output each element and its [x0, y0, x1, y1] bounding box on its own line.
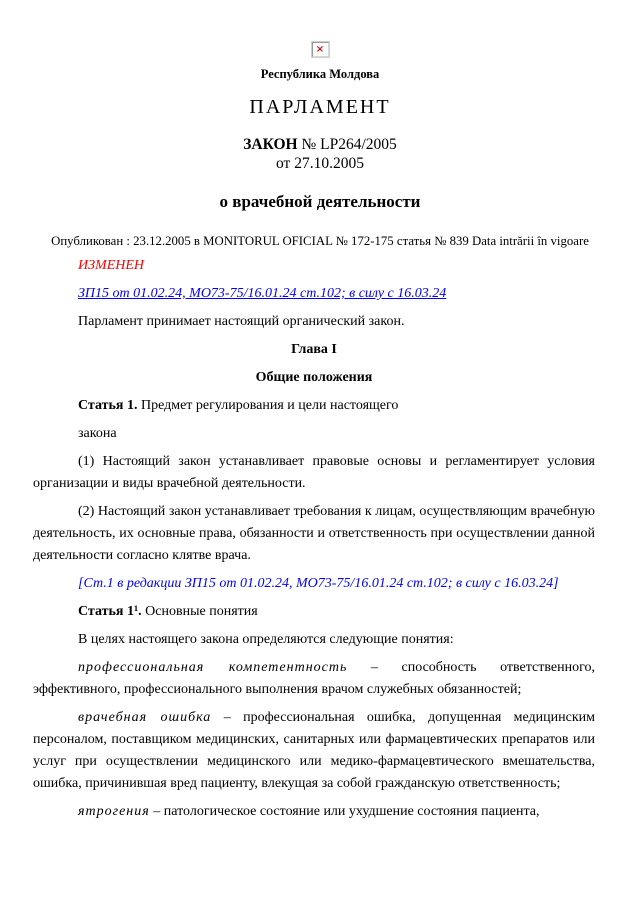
- term-paragraph-professional-competence: [33, 657, 595, 701]
- term-professional-competence: профессиональная компетентность: [78, 660, 348, 675]
- article-1-heading: [33, 395, 595, 417]
- broken-image-icon: [312, 42, 329, 57]
- document-title: о врачебной деятельности: [219, 192, 421, 211]
- term-medical-error: врачебная ошибка: [78, 710, 212, 725]
- article-1-label: Статья 1.: [78, 398, 138, 413]
- term-paragraph-iatrogeny: [33, 801, 595, 823]
- amendment-link[interactable]: ЗП15 от 01.02.24, МО73-75/16.01.24 ст.102; в силу с 16.03.24: [78, 286, 447, 301]
- article-1-paragraph-2: (2) Настоящий закон устанавливает требования к лицам, осуществляющим врачебную деятельность, их основные права, обязанности и ответственность при осуществлении данной деятельности согласно клятве врача.: [33, 504, 595, 563]
- publication-line: Опубликован : 23.12.2005 в MONITORUL OFICIAL № 172-175 статья № 839 Data intrării în vigoare: [51, 234, 589, 248]
- term-iatrogeny-definition: – патологическое состояние или ухудшение состояния пациента,: [149, 804, 540, 819]
- term-medical-error-definition: – профессиональная ошибка, допущенная медицинским персоналом, поставщиком медицинских, санитарных или фармацевтических препаратов или услуг при осуществлении медицинского или медико-фармацевтического вмешательства, ошибка, причинившая вред пациенту, влекущая за собой гражданскую ответственность;: [33, 710, 596, 791]
- chapter-title: Общие положения: [255, 370, 373, 385]
- term-professional-competence-definition: – способность ответственного, эффективного, профессионального выполнения врачом служебных обязанностей;: [33, 660, 595, 697]
- term-paragraph-medical-error: [33, 707, 595, 795]
- broken-image-row: [0, 42, 640, 58]
- article-1-1-heading-text: Основные понятия: [141, 604, 258, 619]
- law-date: от 27.10.2005: [276, 155, 364, 172]
- article-1-paragraph-1: (1) Настоящий закон устанавливает правовые основы и регламентирует условия организации и виды врачебной деятельности.: [33, 454, 595, 491]
- article-1-1-label: Статья 1¹.: [78, 604, 142, 619]
- term-iatrogeny: ятрогения: [78, 804, 150, 819]
- law-label: ЗАКОН: [243, 136, 298, 153]
- article-1-amendment-note: [Ст.1 в редакции ЗП15 от 01.02.24, МО73-75/16.01.24 ст.102; в силу с 16.03.24]: [78, 576, 559, 591]
- chapter-number: Глава I: [291, 342, 337, 357]
- country-name: Республика Молдова: [260, 67, 380, 81]
- intro-paragraph: Парламент принимает настоящий органический закон.: [78, 314, 405, 329]
- law-number: № LP264/2005: [297, 136, 397, 153]
- amendment-link-line: [33, 283, 595, 305]
- article-1-1-heading: [33, 601, 595, 623]
- law-number-line: [0, 135, 640, 154]
- institution-name: ПАРЛАМЕНТ: [249, 96, 391, 118]
- article-1-heading-text: Предмет регулирования и цели настоящего: [137, 398, 399, 413]
- broken-image-x-glyph: ×: [315, 44, 325, 55]
- law-number-block: [0, 135, 640, 173]
- amendment-status: ИЗМЕНЕН: [78, 258, 145, 273]
- article-1-heading-continued: закона: [78, 426, 117, 441]
- article-1-1-intro: В целях настоящего закона определяются следующие понятия:: [78, 632, 454, 647]
